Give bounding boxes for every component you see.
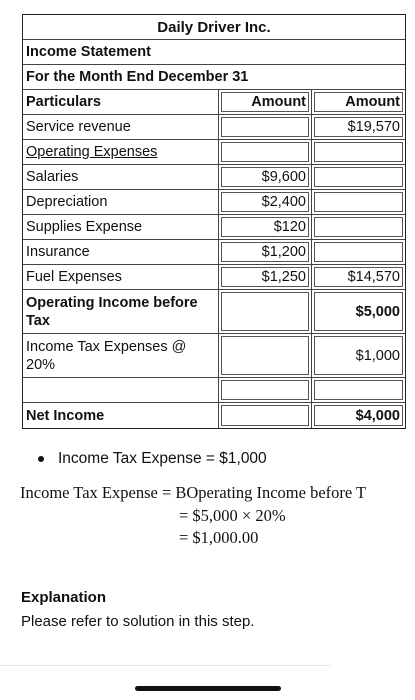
row-label [23,378,219,403]
table-row [23,403,405,428]
table-row [23,290,405,334]
row-amount [221,336,309,375]
header-amount-total: Amount [314,92,403,112]
table-row [23,140,405,165]
row-total [314,142,403,162]
bullet-dot-icon [38,456,44,462]
income-tax-bullet [38,450,267,468]
table-row [23,115,405,140]
table-row [23,334,405,378]
company-row [23,15,405,40]
row-amount: $120 [221,217,309,237]
row-label: Service revenue [23,115,219,140]
row-amount [221,117,309,137]
row-label: Operating Income before Tax [23,290,219,334]
income-statement-table [22,14,406,429]
row-amount: $1,200 [221,242,309,262]
company-name: Daily Driver Inc. [23,15,405,40]
bullet-text: Income Tax Expense = $1,000 [58,450,267,467]
row-total [314,380,403,400]
row-total [314,167,403,187]
row-label: Depreciation [23,190,219,215]
row-total: $14,570 [314,267,403,287]
formula-line-1: Income Tax Expense = BOperating Income before T [20,483,367,502]
tax-formula [20,482,366,550]
row-label: Insurance [23,240,219,265]
row-total: $1,000 [314,336,403,375]
row-label: Net Income [23,403,219,428]
row-amount [221,405,309,426]
header-particulars: Particulars [23,90,219,115]
formula-line-3: = $1,000.00 [179,528,259,547]
row-total [314,217,403,237]
header-row [23,90,405,115]
row-amount [221,292,309,331]
formula-line-2: = $5,000 × 20% [179,505,286,525]
row-label: Supplies Expense [23,215,219,240]
row-total: $19,570 [314,117,403,137]
row-amount: $9,600 [221,167,309,187]
row-total: $5,000 [314,292,403,331]
row-total: $4,000 [314,405,403,426]
statement-row [23,40,405,65]
row-total [314,242,403,262]
table-row [23,240,405,265]
statement-title: Income Statement [23,40,405,65]
table-row [23,265,405,290]
table-row [23,165,405,190]
period-row [23,65,405,90]
table-row [23,378,405,403]
table-row [23,215,405,240]
row-label: Salaries [23,165,219,190]
row-label: Operating Expenses [23,140,219,165]
row-label: Fuel Expenses [23,265,219,290]
row-label: Income Tax Expenses @ 20% [23,334,219,378]
period-label: For the Month End December 31 [23,65,405,90]
divider [0,665,330,666]
explanation-text: Please refer to solution in this step. [21,613,255,630]
header-amount: Amount [221,92,309,112]
home-indicator[interactable] [135,686,281,691]
row-amount [221,142,309,162]
row-amount [221,380,309,400]
table-row [23,190,405,215]
row-amount: $1,250 [221,267,309,287]
row-total [314,192,403,212]
row-amount: $2,400 [221,192,309,212]
explanation-heading: Explanation [21,589,107,606]
